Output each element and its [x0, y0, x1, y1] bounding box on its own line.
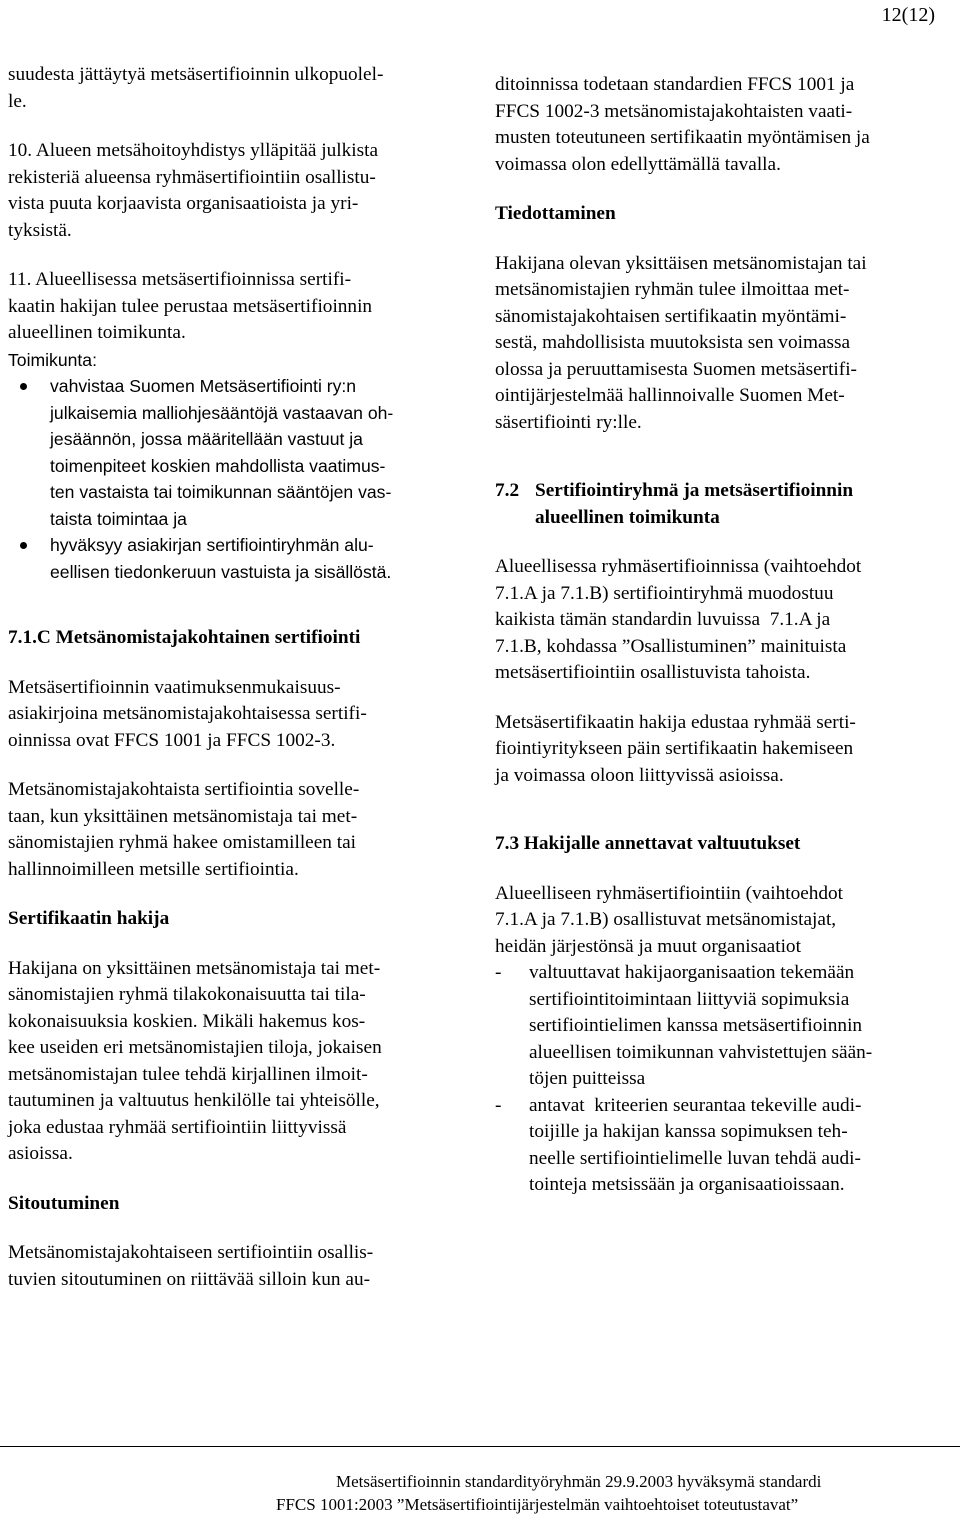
- paragraph-soveltaminen: Metsänomistajakohtaista sertifiointia sovelle- taan, kun yksittäinen metsänomistaja tai met- sänomistajien ryhmä hakee omistamilleen tai hallinnoimilleen metsille sertifiointia.: [8, 779, 360, 880]
- toimikunta-bullet-list: [8, 373, 478, 585]
- paragraph-hakija: Hakijana on yksittäinen metsänomistaja tai met- sänomistajien ryhmä tilakokonaisuutta tai tila- kokonaisuuksia koskien. Mikäli hakemus kos- kee useiden eri metsänomistajien tiloja, jokaisen metsänomistajan tulee tehdä kirjallinen ilmoit- tautuminen ja valtuutus henkilölle tai yhteisölle, joka edustaa ryhmää sertifiointiin liittyvissä asioissa.: [8, 957, 382, 1164]
- toimikunta-label: Toimikunta:: [8, 349, 97, 370]
- paragraph-continuation: suudesta jättäytyä metsäsertifioinnin ulkopuolel- le.: [8, 64, 384, 112]
- paragraph-hakija-edustaa: Metsäsertifikaatin hakija edustaa ryhmää serti- fiointiyritykseen päin sertifikaatin hakemiseen ja voimassa oloon liittyvissä asioissa.: [495, 711, 856, 786]
- bullet-icon: [20, 383, 27, 390]
- section-heading-7-1-c: 7.1.C Metsänomistajakohtainen sertifiointi: [8, 627, 361, 648]
- subheading-sertifikaatin-hakija: Sertifikaatin hakija: [8, 908, 170, 929]
- paragraph-asiakirjat: Metsäsertifioinnin vaatimuksenmukaisuus- asiakirjoina metsänomistajakohtaisessa sertifi- oinnissa ovat FFCS 1001 ja FFCS 1002-3.: [8, 676, 367, 751]
- paragraph-item-10: 10. Alueen metsähoitoyhdistys ylläpitää julkista rekisteriä alueensa ryhmäsertifiointiin osallistu- vista puuta korjaavista organisaatioista ja yri- tyksistä.: [8, 140, 379, 241]
- valtuutukset-dash-list: [495, 960, 950, 1199]
- dash-item: - antavat kriteerien seurantaa tekeville audi- toijille ja hakijan kanssa sopimuksen teh- neelle sertifiointielimelle luvan tehdä audi- tointeja metsissään ja organisaatioissaan.: [495, 1094, 862, 1195]
- paragraph-item-11: 11. Alueellisessa metsäsertifioinnissa sertifi- kaatin hakijan tulee perustaa metsäsertifioinnin alueellinen toimikunta.: [8, 269, 373, 343]
- paragraph-valtuutukset: Alueelliseen ryhmäsertifiointiin (vaihtoehdot 7.1.A ja 7.1.B) osallistuvat metsänomistajat, heidän järjestönsä ja muut organisaatiot: [495, 882, 844, 957]
- dash-marker: -: [495, 1094, 502, 1116]
- dash-item: - valtuuttavat hakijaorganisaation tekemään sertifiointitoimintaan liittyviä sopimuksia sertifiointielimen kanssa metsäsertifioinnin alueellisen toimikunnan vahvistettujen sään- töjen puitteissa: [495, 962, 873, 1089]
- paragraph-tiedottaminen: Hakijana olevan yksittäisen metsänomistajan tai metsänomistajien ryhmän tulee ilmoittaa met- sänomistajakohtaisen sertifikaatin myöntämi- sestä, mahdollisista muutoksista sen voimassa olossa ja peruuttamisesta Suomen metsäsertifi- ointijärjestelmää hallinnoivalle Suomen Met- säsertifiointi ry:lle.: [495, 252, 867, 433]
- footer-line-1: Metsäsertifioinnin standardityöryhmän 29.9.2003 hyväksymä standardi: [336, 1472, 822, 1491]
- bullet-icon: [20, 542, 27, 549]
- paragraph-sertifiointiryhma: Alueellisessa ryhmäsertifioinnissa (vaihtoehdot 7.1.A ja 7.1.B) sertifiointiryhmä muodostuu kaikista tämän standardin luvuissa 7.1.A ja 7.1.B, kohdassa ”Osallistuminen” mainituista metsäsertifiointiin osallistuvista tahoista.: [495, 556, 862, 683]
- page-footer: [0, 1470, 960, 1516]
- subheading-tiedottaminen: Tiedottaminen: [495, 203, 616, 224]
- dash-marker: -: [495, 962, 502, 983]
- section-heading-7-2: [495, 478, 950, 531]
- footer-divider: [0, 1446, 960, 1447]
- paragraph-auditointi: ditoinnissa todetaan standardien FFCS 1001 ja FFCS 1002-3 metsänomistajakohtaisten vaati- musten toteutuneen sertifikaatin myöntämisen ja voimassa olon edellyttämällä tavalla.: [495, 74, 870, 175]
- page-number: 12(12): [881, 4, 935, 26]
- section-heading-7-3: 7.3 Hakijalle annettavat valtuutukset: [495, 833, 801, 854]
- section-title: Sertifiointiryhmä ja metsäsertifioinnin alueellinen toimikunta: [535, 480, 854, 528]
- paragraph-sitoutuminen: Metsänomistajakohtaiseen sertifiointiin osallis- tuvien sitoutuminen on riittävää silloin kun au-: [8, 1242, 374, 1290]
- right-column: [495, 68, 950, 1199]
- bullet-item: hyväksyy asiakirjan sertifiointiryhmän alu- eellisen tiedonkeruun vastuista ja sisällöstä.: [8, 532, 478, 585]
- left-column: [8, 64, 478, 1293]
- section-number: 7.2: [495, 480, 520, 501]
- footer-line-2: FFCS 1001:2003 ”Metsäsertifiointijärjestelmän vaihtoehtoiset toteutustavat”: [276, 1495, 799, 1514]
- bullet-item: vahvistaa Suomen Metsäsertifiointi ry:n julkaisemia malliohjesääntöjä vastaavan oh- jesäännön, jossa määritellään vastuut ja toimenpiteet koskien mahdollista vaatimus- ten vastaista tai toimikunnan sääntöjen vas- taista toimintaa ja: [8, 373, 478, 532]
- subheading-sitoutuminen: Sitoutuminen: [8, 1192, 120, 1214]
